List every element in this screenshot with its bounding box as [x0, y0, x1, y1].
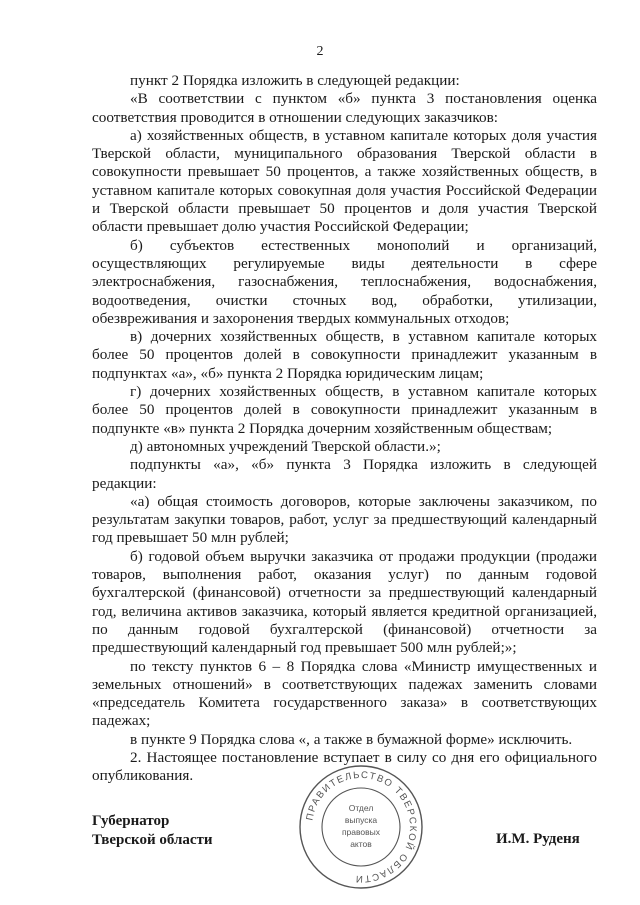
paragraph: «а) общая стоимость договоров, которые заключены заказчиком, по результатам закупки товаров, работ, услуг за предшествующий календарный год превышает 50 млн рублей; [92, 492, 597, 547]
paragraph: а) хозяйственных обществ, в уставном капитале которых доля участия Тверской области, муниципального образования Тверской области в совокупности превышает 50 процентов, а также хозяйственных обществ, в уставном капитале которых совокупная доля участия Российской Федерации и Тверской области превышает 50 процентов и доля участия Тверской области превышает долю участия Российской Федерации; [92, 126, 597, 236]
signatory-name: И.М. Руденя [496, 831, 580, 847]
stamp-center-line: правовых [341, 827, 381, 837]
official-stamp [296, 762, 426, 892]
stamp-center-line: актов [350, 839, 372, 849]
paragraph: «В соответствии с пунктом «б» пункта 3 постановления оценка соответствия проводится в отношении следующих заказчиков: [92, 90, 597, 126]
signatory-position [92, 812, 213, 850]
signatory-region: Тверской области [92, 832, 213, 848]
paragraph: в пункте 9 Порядка слова «, а также в бумажной форме» исключить. [130, 730, 573, 748]
document-body [92, 72, 597, 786]
paragraph: 2. Настоящее постановление вступает в силу со дня его официального опубликования. [92, 748, 597, 785]
paragraph: д) автономных учреждений Тверской области.»; [130, 437, 441, 455]
stamp-ring-text: ПРАВИТЕЛЬСТВО ТВЕРСКОЙ ОБЛАСТИ [304, 769, 419, 885]
stamp-center-line: выпуска [344, 815, 378, 825]
paragraph: г) дочерних хозяйственных обществ, в уставном капитале которых более 50 процентов долей в совокупности принадлежит указанным в подпункте «в» пункта 2 Порядка дочерним хозяйственным обществам; [92, 383, 597, 437]
paragraph: в) дочерних хозяйственных обществ, в уставном капитале которых более 50 процентов долей в совокупности принадлежит указанным в подпунктах «а», «б» пункта 2 Порядка юридическим лицам; [92, 328, 597, 382]
paragraph: подпункты «а», «б» пункта 3 Порядка изложить в следующей редакции: [92, 456, 597, 492]
paragraph: б) субъектов естественных монополий и организаций, осуществляющих регулируемые виды деятельности в сфере электроснабжения, газоснабжения, теплоснабжения, водоснабжения, водоотведения, очистки сточных вод, обработки, утилизации, обезвреживания и захоронения твердых коммунальных отходов; [92, 236, 597, 327]
signatory-title: Губернатор [92, 813, 170, 829]
stamp-center-line: Отдел [348, 803, 374, 813]
paragraph: б) годовой объем выручки заказчика от продажи продукции (продажи товаров, выполнения работ, оказания услуг) по данным годовой бухгалтерской (финансовой) отчетности за предшествующий календарный год, величина активов заказчика, который является кредитной организацией, по данным годовой бухгалтерской (финансовой) отчетности за предшествующий календарный год превышает 500 млн рублей;»; [92, 547, 597, 657]
paragraph: пункт 2 Порядка изложить в следующей редакции: [130, 72, 460, 89]
paragraph: по тексту пунктов 6 – 8 Порядка слова «Министр имущественных и земельных отношений» в соответствующих падежах заменить словами «председатель Комитета государственного заказа» в соответствующих падежах; [92, 657, 597, 730]
page-number: 2 [316, 44, 324, 59]
